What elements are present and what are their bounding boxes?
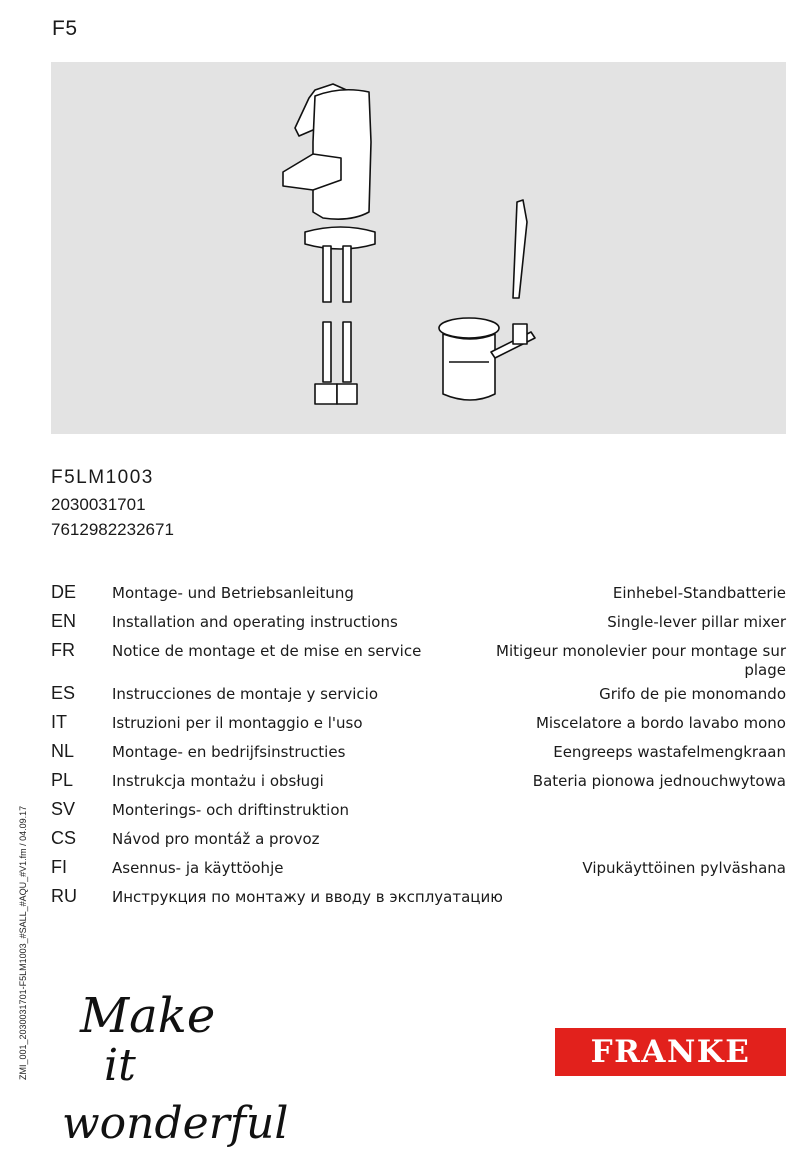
slogan-line: wonderful	[62, 1098, 289, 1149]
language-code: EN	[51, 611, 77, 631]
language-code: RU	[51, 886, 77, 906]
slogan-line: Make	[80, 988, 216, 1044]
series-title: F5	[52, 17, 78, 40]
language-row	[51, 741, 786, 770]
instructions-title: Montage- en bedrijfsinstructies	[112, 743, 346, 761]
language-row	[51, 582, 786, 611]
language-code: FI	[51, 857, 67, 877]
slogan-line: it	[104, 1040, 136, 1091]
product-description: Mitigeur monolevier pour montage sur plage	[496, 642, 786, 679]
language-list	[51, 582, 786, 915]
instructions-title: Návod pro montáž a provoz	[112, 830, 320, 848]
faucet-and-drain-drawing	[51, 62, 786, 434]
language-code: DE	[51, 582, 77, 602]
pull-rod	[513, 200, 527, 298]
product-illustration	[51, 62, 786, 434]
ean-number: 7612982232671	[51, 520, 174, 539]
language-row	[51, 857, 786, 886]
language-code: NL	[51, 741, 75, 761]
language-row	[51, 886, 786, 915]
product-description: Vipukäyttöinen pylväshana	[582, 859, 786, 877]
product-description: Grifo de pie monomando	[599, 685, 786, 703]
language-row	[51, 611, 786, 640]
language-row	[51, 770, 786, 799]
document-reference: ZMI_001_2030031701-F5LM1003_#SALL_#AQU_#V1.fm / 04.09.17	[18, 805, 28, 1080]
language-row	[51, 799, 786, 828]
article-number: 2030031701	[51, 495, 146, 514]
language-code: FR	[51, 640, 75, 660]
slogan-handwriting	[60, 980, 289, 1155]
language-code: CS	[51, 828, 77, 848]
instructions-title: Asennus- ja käyttöohje	[112, 859, 284, 877]
instructions-title: Instrukcja montażu i obsługi	[112, 772, 324, 790]
product-description: Einhebel-Standbatterie	[612, 584, 786, 602]
product-description: Bateria pionowa jednouchwytowa	[532, 772, 786, 790]
language-row	[51, 828, 786, 857]
product-description: Eengreeps wastafelmengkraan	[553, 743, 786, 761]
drain-body	[443, 334, 495, 400]
franke-logo: FRANKE	[555, 1028, 786, 1076]
language-code: PL	[51, 770, 74, 790]
instructions-title: Monterings- och driftinstruktion	[112, 801, 350, 819]
product-description: Single-lever pillar mixer	[607, 613, 786, 631]
language-row	[51, 712, 786, 741]
language-row	[51, 683, 786, 712]
instructions-title: Instrucciones de montaje y servicio	[112, 685, 379, 703]
faucet-base	[305, 227, 375, 249]
instructions-title: Installation and operating instructions	[112, 613, 398, 631]
language-code: SV	[51, 799, 76, 819]
instructions-title: Montage- und Betriebsanleitung	[112, 584, 354, 602]
model-number: F5LM1003	[51, 467, 154, 488]
language-code: IT	[51, 712, 67, 732]
instructions-title: Notice de montage et de mise en service	[112, 642, 422, 660]
instructions-title: Istruzioni per il montaggio e l'uso	[112, 714, 363, 732]
language-row	[51, 640, 786, 683]
instructions-title: Инструкция по монтажу и вводу в эксплуатацию	[112, 888, 503, 906]
language-code: ES	[51, 683, 76, 703]
product-description: Miscelatore a bordo lavabo mono	[535, 714, 786, 732]
